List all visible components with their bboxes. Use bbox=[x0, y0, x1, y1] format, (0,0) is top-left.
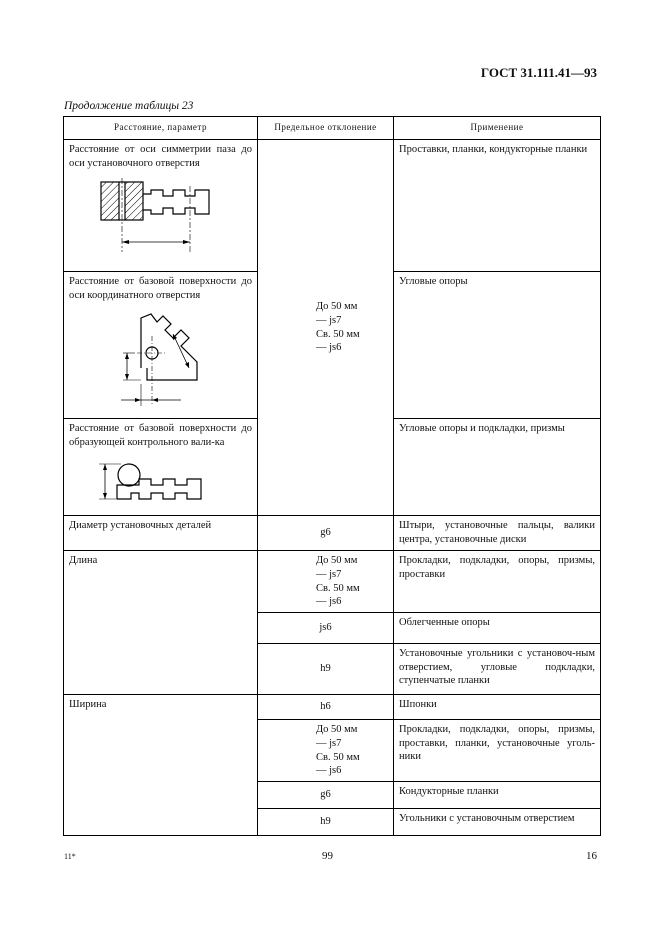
param-text: Длина bbox=[69, 555, 98, 566]
deviation-line: — js6 bbox=[316, 596, 342, 608]
column-header-deviation: Предельное отклонение bbox=[258, 117, 394, 140]
angle-support-drawing bbox=[101, 308, 221, 408]
deviation-line: — js7 bbox=[316, 737, 342, 749]
deviation-cell: h9 bbox=[258, 644, 394, 695]
deviation-cell: js6 bbox=[258, 613, 394, 644]
standard-header: ГОСТ 31.111.41—93 bbox=[480, 65, 597, 80]
deviation-cell bbox=[258, 720, 394, 782]
param-text: Расстояние от базовой поверхности до оси координатного отверстия bbox=[69, 276, 252, 301]
deviation-cell: g6 bbox=[258, 782, 394, 809]
deviation-line: До 50 мм bbox=[316, 555, 358, 567]
application-text: Установочные угольники с установоч-ным отверстием, угловые подкладки, ступенчатые планки bbox=[399, 648, 595, 687]
deviation-line: Св. 50 мм bbox=[316, 328, 360, 340]
table-header-row bbox=[64, 117, 601, 140]
param-text: Расстояние от базовой поверхности до образующей контрольного вали-ка bbox=[69, 423, 252, 448]
param-text: Ширина bbox=[69, 699, 107, 710]
deviation-line: Св. 50 мм bbox=[316, 751, 360, 763]
application-cell bbox=[394, 551, 601, 613]
application-text: Прокладки, подкладки, опоры, призмы, проставки bbox=[399, 555, 595, 580]
footer-left: 11* bbox=[64, 852, 76, 861]
merged-deviation-cell bbox=[258, 140, 394, 516]
deviation-cell bbox=[258, 551, 394, 613]
page-number: 99 bbox=[322, 850, 333, 862]
param-cell bbox=[64, 272, 258, 419]
application-text: Угольники с установочным отверстием bbox=[399, 813, 575, 824]
deviation-line: До 50 мм bbox=[316, 724, 358, 736]
application-cell bbox=[394, 140, 601, 272]
application-cell bbox=[394, 782, 601, 809]
application-cell bbox=[394, 644, 601, 695]
application-cell bbox=[394, 419, 601, 516]
application-text: Прокладки, подкладки, опоры, призмы, проставки, планки, установочные уголь-ники bbox=[399, 724, 595, 763]
control-roller-drawing bbox=[91, 455, 231, 503]
deviation-line: — js6 bbox=[316, 342, 342, 354]
param-text: Расстояние от оси симметрии паза до оси установочного отверстия bbox=[69, 144, 252, 169]
deviation-line: — js7 bbox=[316, 314, 342, 326]
deviation-line: — js6 bbox=[316, 765, 342, 777]
deviation-line: — js7 bbox=[316, 568, 342, 580]
application-cell bbox=[394, 695, 601, 720]
deviation-cell: h9 bbox=[258, 809, 394, 836]
footer-right: 16 bbox=[586, 850, 597, 862]
application-cell bbox=[394, 809, 601, 836]
application-cell bbox=[394, 516, 601, 551]
param-cell bbox=[64, 516, 258, 551]
tolerance-table bbox=[63, 116, 601, 836]
table-row bbox=[64, 551, 601, 613]
application-cell bbox=[394, 272, 601, 419]
param-cell bbox=[64, 419, 258, 516]
deviation-cell: g6 bbox=[258, 516, 394, 551]
deviation-line: Св. 50 мм bbox=[316, 582, 360, 594]
table-row bbox=[64, 695, 601, 720]
table-row bbox=[64, 516, 601, 551]
slot-axis-drawing bbox=[91, 176, 231, 258]
application-cell bbox=[394, 613, 601, 644]
param-cell bbox=[64, 551, 258, 695]
application-text: Штыри, установочные пальцы, валики центра, установочные диски bbox=[399, 520, 595, 545]
application-text: Угловые опоры и подкладки, призмы bbox=[399, 423, 565, 434]
application-text: Угловые опоры bbox=[399, 276, 468, 287]
application-text: Шпонки bbox=[399, 699, 437, 710]
table-caption: Продолжение таблицы 23 bbox=[64, 100, 194, 112]
application-text: Кондукторные планки bbox=[399, 786, 499, 797]
application-text: Облегченные опоры bbox=[399, 617, 490, 628]
column-header-param: Расстояние, параметр bbox=[64, 117, 258, 140]
param-text: Диаметр установочных деталей bbox=[69, 520, 212, 531]
param-cell bbox=[64, 695, 258, 836]
application-text: Проставки, планки, кондукторные планки bbox=[399, 144, 588, 155]
application-cell bbox=[394, 720, 601, 782]
column-header-application: Применение bbox=[394, 117, 601, 140]
deviation-line: До 50 мм bbox=[316, 301, 358, 313]
param-cell bbox=[64, 140, 258, 272]
deviation-cell: h6 bbox=[258, 695, 394, 720]
table-row bbox=[64, 140, 601, 272]
